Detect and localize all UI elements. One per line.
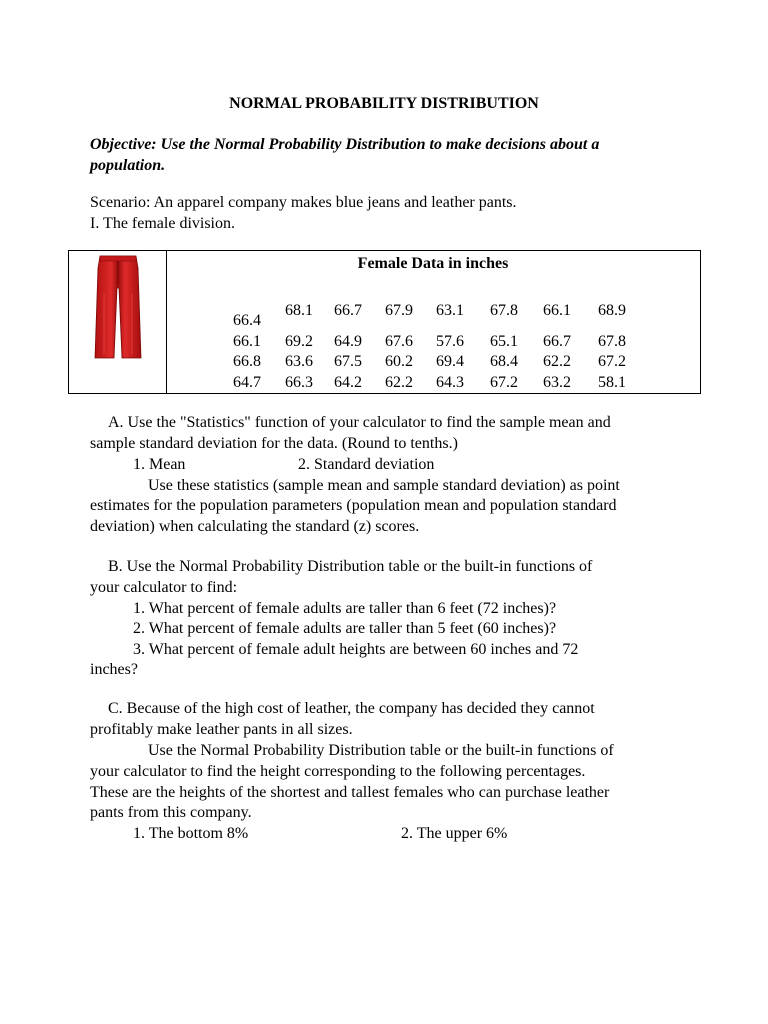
division-heading: I. The female division.: [90, 215, 235, 232]
table-cell: 69.2: [285, 333, 313, 350]
section-b-question-3: 3. What percent of female adult heights are between 60 inches and 72: [133, 641, 579, 658]
table-cell: 68.9: [598, 302, 626, 319]
table-cell: 66.4: [233, 312, 261, 329]
table-cell: 65.1: [490, 333, 518, 350]
section-c-line-1: C. Because of the high cost of leather, the company has decided they cannot: [108, 700, 595, 717]
table-cell: 67.2: [598, 353, 626, 370]
table-cell: 66.7: [543, 333, 571, 350]
section-a-line-3: Use these statistics (sample mean and sample standard deviation) as point: [148, 477, 620, 494]
section-a-line-4: estimates for the population parameters (population mean and population standard: [90, 497, 617, 514]
table-cell: 63.6: [285, 353, 313, 370]
table-cell: 62.2: [385, 374, 413, 391]
table-cell: 67.5: [334, 353, 362, 370]
table-cell: 67.9: [385, 302, 413, 319]
section-a-line-2: sample standard deviation for the data. (Round to tenths.): [90, 435, 458, 452]
table-cell: 63.1: [436, 302, 464, 319]
table-cell: 63.2: [543, 374, 571, 391]
section-c-line-6: pants from this company.: [90, 804, 252, 821]
table-cell: 67.8: [490, 302, 518, 319]
section-a-item-mean: 1. Mean: [133, 456, 186, 473]
section-a-item-sd: 2. Standard deviation: [298, 456, 435, 473]
section-c-line-4: your calculator to find the height corresponding to the following percentages.: [90, 763, 586, 780]
section-b-question-3-cont: inches?: [90, 661, 138, 678]
table-cell: 68.4: [490, 353, 518, 370]
objective-line-2: population.: [90, 157, 166, 174]
section-a-line-5: deviation) when calculating the standard (z) scores.: [90, 518, 420, 535]
table-cell: 67.8: [598, 333, 626, 350]
table-cell: 64.7: [233, 374, 261, 391]
section-b-question-1: 1. What percent of female adults are taller than 6 feet (72 inches)?: [133, 600, 557, 617]
page-title: NORMAL PROBABILITY DISTRIBUTION: [229, 95, 539, 112]
table-cell: 57.6: [436, 333, 464, 350]
section-a-line-1: A. Use the "Statistics" function of your calculator to find the sample mean and: [108, 414, 611, 431]
table-cell: 66.1: [543, 302, 571, 319]
section-b-line-1: B. Use the Normal Probability Distribution table or the built-in functions of: [108, 558, 593, 575]
section-c-line-2: profitably make leather pants in all sizes.: [90, 721, 353, 738]
table-cell: 67.6: [385, 333, 413, 350]
table-cell: 67.2: [490, 374, 518, 391]
table-cell: 62.2: [543, 353, 571, 370]
table-cell: 69.4: [436, 353, 464, 370]
table-cell: 66.3: [285, 374, 313, 391]
table-cell: 64.9: [334, 333, 362, 350]
table-cell: 64.2: [334, 374, 362, 391]
table-cell: 64.3: [436, 374, 464, 391]
table-cell: 68.1: [285, 302, 313, 319]
section-c-item-bottom: 1. The bottom 8%: [133, 825, 249, 842]
table-cell: 66.1: [233, 333, 261, 350]
table-cell: 66.8: [233, 353, 261, 370]
table-cell: 66.7: [334, 302, 362, 319]
objective-line-1: Objective: Use the Normal Probability Distribution to make decisions about a: [90, 136, 600, 153]
section-b-line-2: your calculator to find:: [90, 579, 238, 596]
scenario-line: Scenario: An apparel company makes blue jeans and leather pants.: [90, 194, 517, 211]
section-c-item-upper: 2. The upper 6%: [401, 825, 508, 842]
table-cell: 60.2: [385, 353, 413, 370]
section-b-question-2: 2. What percent of female adults are taller than 5 feet (60 inches)?: [133, 620, 557, 637]
section-c-line-5: These are the heights of the shortest and tallest females who can purchase leather: [90, 784, 610, 801]
section-c-line-3: Use the Normal Probability Distribution table or the built-in functions of: [148, 742, 614, 759]
table-cell: 58.1: [598, 374, 626, 391]
table-title: Female Data in inches: [357, 255, 509, 272]
red-leather-pants-image: [92, 254, 144, 360]
